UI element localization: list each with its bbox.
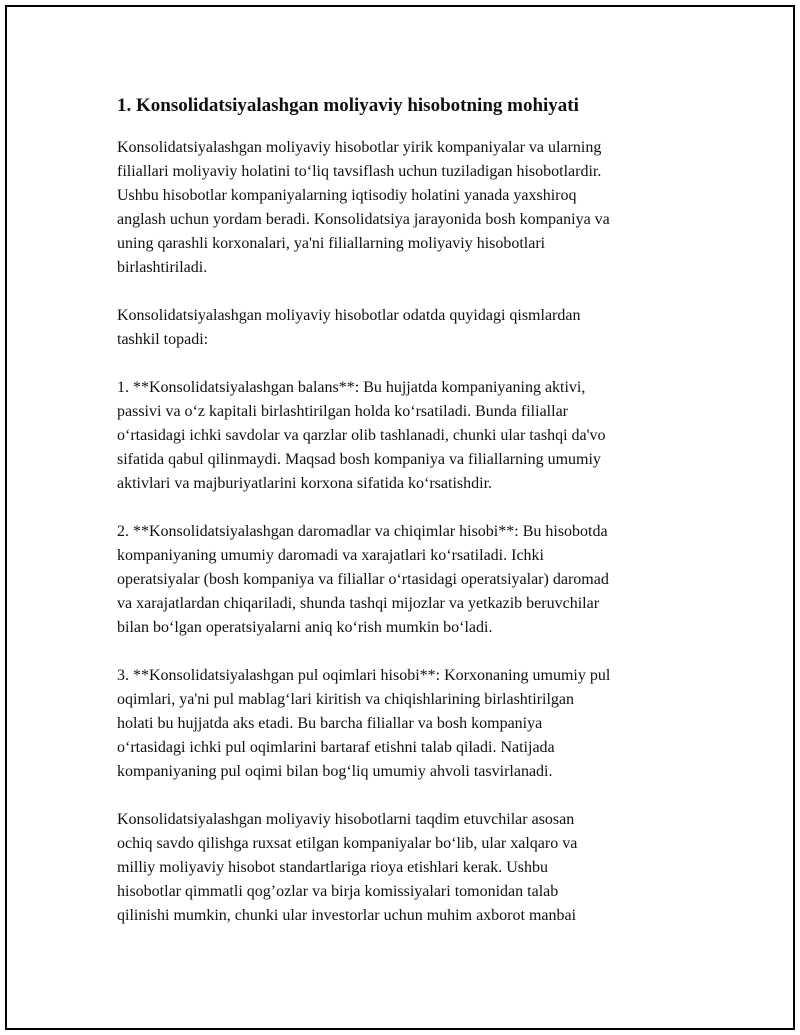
paragraph-presenters bbox=[117, 808, 697, 928]
text-line: o‘rtasidagi ichki pul oqimlarini bartaraf etishni talab qiladi. Natijada bbox=[117, 739, 555, 756]
text-line: Konsolidatsiyalashgan moliyaviy hisobotlarni taqdim etuvchilar asosan bbox=[117, 811, 575, 828]
text-line: passivi va o‘z kapitali birlashtirilgan holda ko‘rsatiladi. Bunda filiallar bbox=[117, 403, 568, 420]
text-line: aktivlari va majburiyatlarini korxona sifatida ko‘rsatishdir. bbox=[117, 475, 493, 492]
text-line: uning qarashli korxonalari, ya'ni filiallarning moliyaviy hisobotlari bbox=[117, 235, 546, 252]
text-line: operatsiyalar (bosh kompaniya va filiallar o‘rtasidagi operatsiyalar) daromad bbox=[117, 571, 609, 588]
section-heading: 1. Konsolidatsiyalashgan moliyaviy hisobotning mohiyati bbox=[117, 95, 579, 116]
text-line: 1. **Konsolidatsiyalashgan balans**: Bu hujjatda kompaniyaning aktivi, bbox=[117, 379, 586, 396]
text-line: va xarajatlardan chiqariladi, shunda tashqi mijozlar va yetkazib beruvchilar bbox=[117, 595, 600, 612]
text-line: tashkil topadi: bbox=[117, 331, 209, 348]
text-line: kompaniyaning pul oqimi bilan bog‘liq umumiy ahvoli tasvirlanadi. bbox=[117, 763, 553, 780]
text-line: o‘rtasidagi ichki savdolar va qarzlar olib tashlanadi, chunki ular tashqi da'vo bbox=[117, 427, 606, 444]
paragraph-cash-flow bbox=[117, 664, 697, 784]
text-line: holati bu hujjatda aks etadi. Bu barcha filiallar va bosh kompaniya bbox=[117, 715, 543, 732]
text-line: Konsolidatsiyalashgan moliyaviy hisobotlar odatda quyidagi qismlardan bbox=[117, 307, 581, 324]
text-line: ochiq savdo qilishga ruxsat etilgan kompaniyalar bo‘lib, ular xalqaro va bbox=[117, 835, 578, 852]
text-line: hisobotlar qimmatli qog’ozlar va birja komissiyalari tomonidan talab bbox=[117, 883, 559, 900]
text-line: sifatida qabul qilinmaydi. Maqsad bosh kompaniya va filiallarning umumiy bbox=[117, 451, 601, 468]
text-line: oqimlari, ya'ni pul mablag‘lari kiritish va chiqishlarining birlashtirilgan bbox=[117, 691, 575, 708]
text-line: anglash uchun yordam beradi. Konsolidatsiya jarayonida bosh kompaniya va bbox=[117, 211, 610, 228]
text-line: milliy moliyaviy hisobot standartlariga rioya etishlari kerak. Ushbu bbox=[117, 859, 549, 876]
paragraph-income-statement bbox=[117, 520, 697, 640]
paragraph-intro bbox=[117, 136, 697, 280]
text-line: Konsolidatsiyalashgan moliyaviy hisobotlar yirik kompaniyalar va ularning bbox=[117, 139, 602, 156]
document-body bbox=[117, 90, 697, 952]
text-line: filiallari moliyaviy holatini to‘liq tavsiflash uchun tuziladigan hisobotlardir. bbox=[117, 163, 602, 180]
text-line: 3. **Konsolidatsiyalashgan pul oqimlari hisobi**: Korxonaning umumiy pul bbox=[117, 667, 611, 684]
text-line: 2. **Konsolidatsiyalashgan daromadlar va chiqimlar hisobi**: Bu hisobotda bbox=[117, 523, 608, 540]
text-line: birlashtiriladi. bbox=[117, 259, 208, 276]
text-line: qilinishi mumkin, chunki ular investorlar uchun muhim axborot manbai bbox=[117, 907, 577, 924]
text-line: bilan bo‘lgan operatsiyalarni aniq ko‘rish mumkin bo‘ladi. bbox=[117, 619, 493, 636]
text-line: Ushbu hisobotlar kompaniyalarning iqtisodiy holatini yanada yaxshiroq bbox=[117, 187, 577, 204]
paragraph-parts-intro bbox=[117, 304, 697, 352]
paragraph-balance bbox=[117, 376, 697, 496]
text-line: kompaniyaning umumiy daromadi va xarajatlari ko‘rsatiladi. Ichki bbox=[117, 547, 544, 564]
